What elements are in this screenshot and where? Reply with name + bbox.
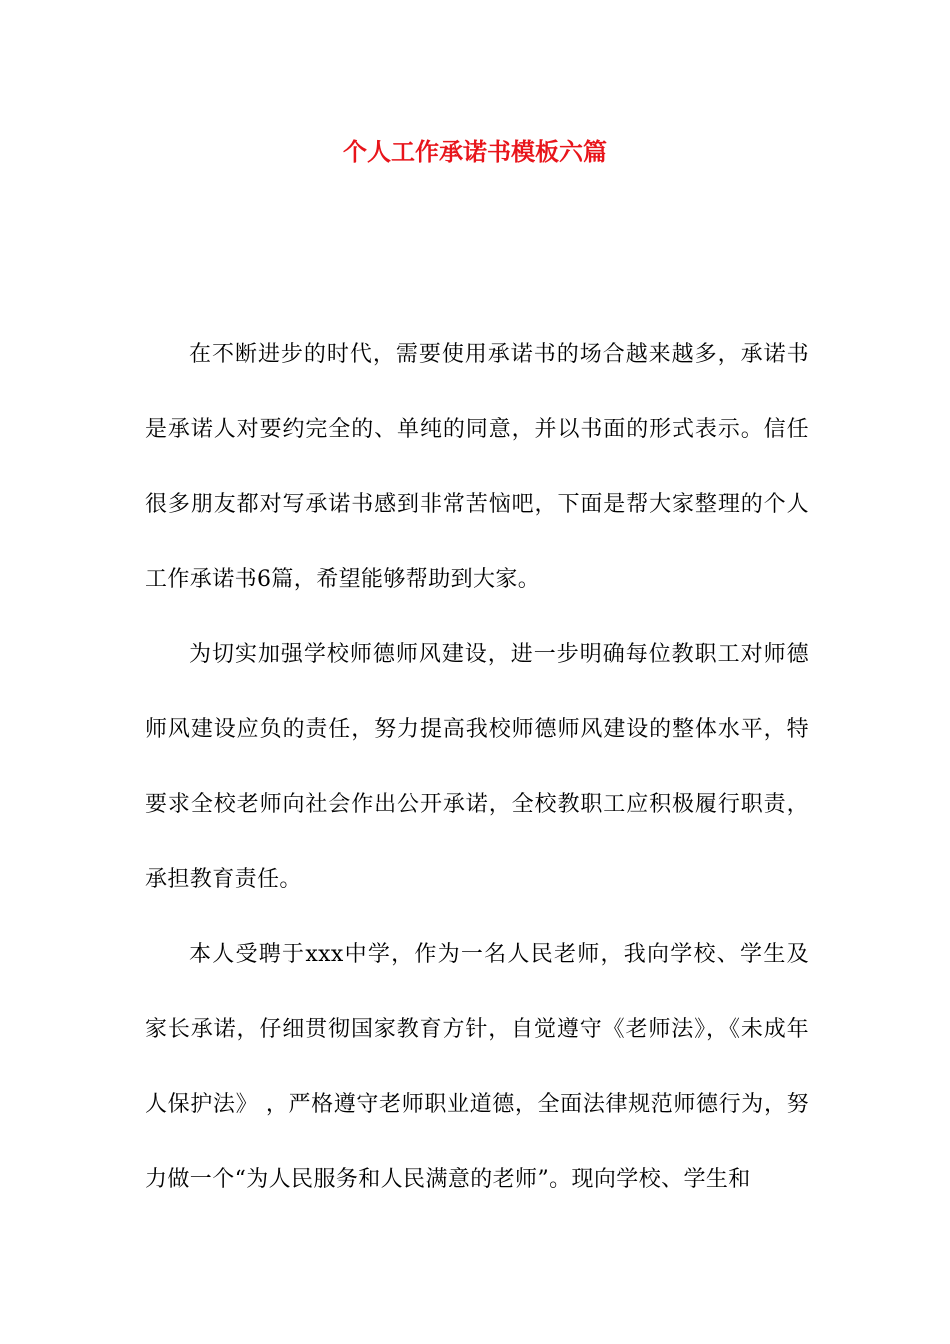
paragraph-pledge: 本人受聘于xxx中学，作为一名人民老师，我向学校、学生及家长承诺，仔细贯彻国家教育方针，自觉遵守《老师法》，《未成年人保护法》 ，严格遵守老师职业道德，全面法律规范师德行为，努力做一个“为人民服务和人民满意的老师”。现向学校、学生和 (145, 942, 809, 1192)
document-title: 个人工作承诺书模板六篇 (343, 137, 607, 166)
paragraph-background: 为切实加强学校师德师风建设，进一步明确每位教职工对师德师风建设应负的责任，努力提高我校师德师风建设的整体水平，特要求全校老师向社会作出公开承诺，全校教职工应积极履行职责，承担教育责任。 (145, 642, 809, 892)
paragraph-intro: 在不断进步的时代，需要使用承诺书的场合越来越多，承诺书是承诺人对要约完全的、单纯的同意，并以书面的形式表示。信任很多朋友都对写承诺书感到非常苦恼吧，下面是帮大家整理的个人工作承诺书6篇，希望能够帮助到大家。 (145, 342, 809, 592)
document-body (145, 317, 809, 1217)
